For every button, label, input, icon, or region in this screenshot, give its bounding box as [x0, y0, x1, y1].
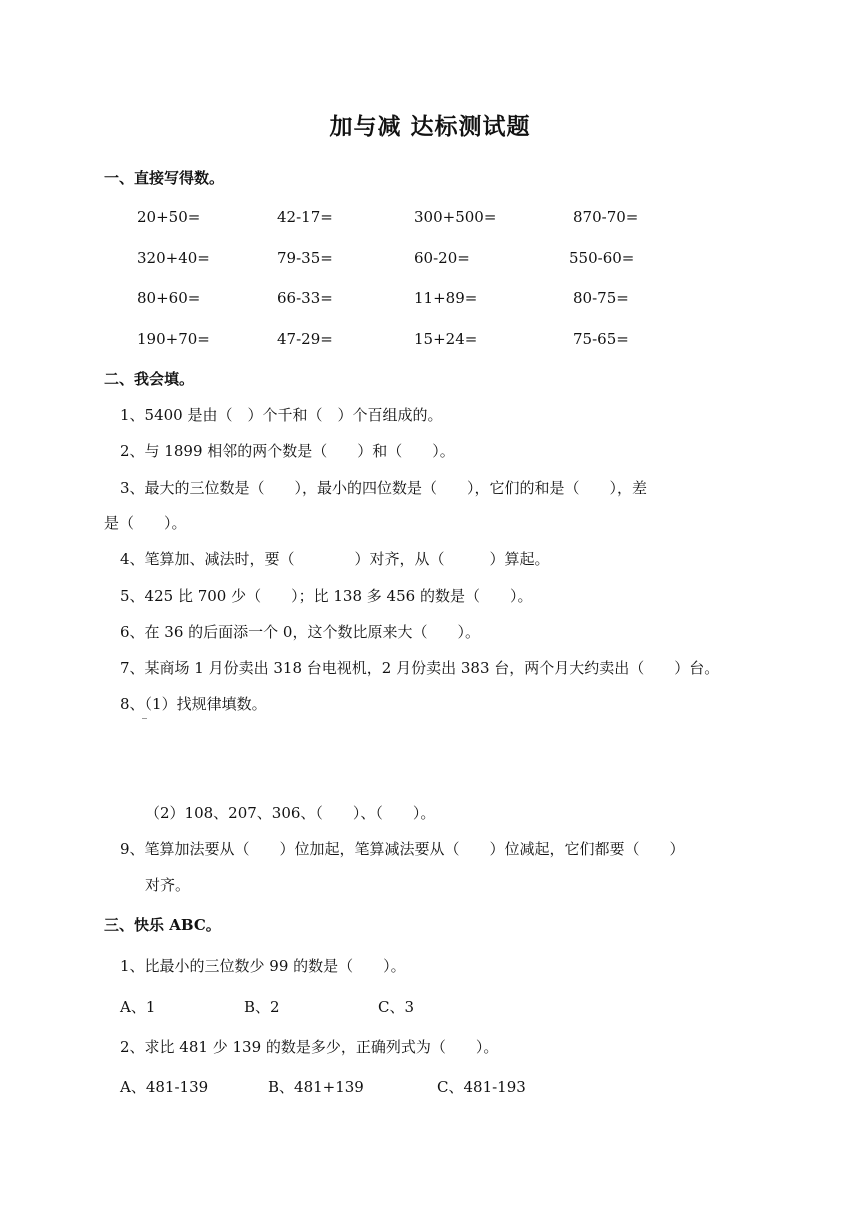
choice-option-c: C、481-193: [437, 1078, 526, 1096]
choice-question-1: 1、比最小的三位数少 99 的数是（ ）。: [120, 957, 406, 975]
arithmetic-item: 75-65=: [573, 330, 629, 348]
fill-question-8-part2: （2）108、207、306、（ ）、（ ）。: [145, 804, 436, 822]
fill-question-3: 3、最大的三位数是（ ），最小的四位数是（ ），它们的和是（ ），差: [120, 479, 648, 497]
arithmetic-item: 47-29=: [277, 330, 333, 348]
arithmetic-item: 300+500=: [414, 208, 497, 226]
arithmetic-item: 11+89=: [414, 289, 478, 307]
fill-question-8-part1: 8、（1）找规律填数。: [120, 695, 267, 713]
fill-question-3-continued: 是（ ）。: [104, 514, 187, 532]
page-title: 加与减 达标测试题: [329, 113, 531, 140]
fill-question-4: 4、笔算加、减法时，要（ ）对齐，从（ ）算起。: [120, 550, 550, 568]
fill-question-6: 6、在 36 的后面添一个 0，这个数比原来大（ ）。: [120, 623, 480, 641]
choice-option-a: A、481-139: [120, 1078, 209, 1096]
choice-option-c: C、3: [378, 998, 415, 1016]
fill-question-9-continued: 对齐。: [145, 876, 191, 894]
section2-heading: 二、我会填。: [104, 370, 195, 388]
fill-question-7: 7、某商场 1 月份卖出 318 台电视机，2 月份卖出 383 台，两个月大约卖出（ ）台。: [120, 659, 720, 677]
choice-option-a: A、1: [120, 998, 156, 1016]
arithmetic-item: 20+50=: [137, 208, 201, 226]
fill-question-1: 1、5400 是由（ ）个千和（ ）个百组成的。: [120, 406, 443, 424]
fill-question-2: 2、与 1899 相邻的两个数是（ ）和（ ）。: [120, 442, 455, 460]
arithmetic-item: 550-60=: [569, 249, 635, 267]
arithmetic-item: 870-70=: [573, 208, 639, 226]
arithmetic-item: 79-35=: [277, 249, 333, 267]
arithmetic-item: 66-33=: [277, 289, 333, 307]
fill-question-5: 5、425 比 700 少（ ）；比 138 多 456 的数是（ ）。: [120, 587, 533, 605]
arithmetic-item: 80-75=: [573, 289, 629, 307]
arithmetic-item: 15+24=: [414, 330, 478, 348]
image-placeholder-mark: [142, 718, 147, 719]
arithmetic-item: 320+40=: [137, 249, 210, 267]
section3-heading: 三、快乐 ABC。: [104, 916, 221, 934]
choice-option-b: B、2: [244, 998, 280, 1016]
choice-question-2: 2、求比 481 少 139 的数是多少，正确列式为（ ）。: [120, 1038, 499, 1056]
arithmetic-item: 190+70=: [137, 330, 210, 348]
fill-question-9: 9、笔算加法要从（ ）位加起，笔算减法要从（ ）位减起，它们都要（ ）: [120, 840, 685, 858]
section1-heading: 一、直接写得数。: [104, 169, 225, 187]
arithmetic-item: 42-17=: [277, 208, 333, 226]
choice-option-b: B、481+139: [268, 1078, 364, 1096]
arithmetic-item: 60-20=: [414, 249, 470, 267]
arithmetic-item: 80+60=: [137, 289, 201, 307]
